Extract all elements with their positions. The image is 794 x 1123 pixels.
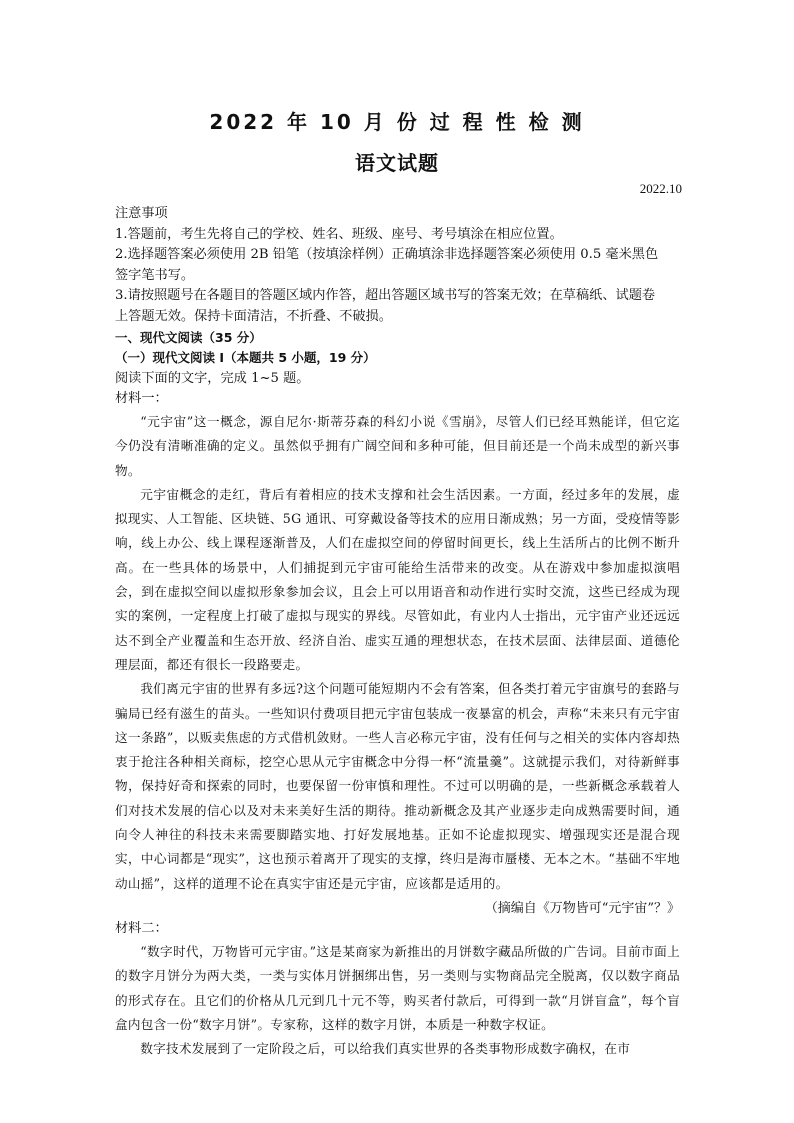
notes-heading: 注意事项 (115, 206, 168, 221)
material-1-paragraph-3: 我们离元宇宙的世界有多远?这个问题可能短期内不会有答案，但各类打着元宇宙旗号的套路与骗局已经有滋生的苗头。一些知识付费项目把元宇宙包装成一夜暴富的机会，声称“未来只有元宇宙这一条路”，以贩卖焦虑的方式借机敛财。一些人言必称元宇宙，没有任何与之相关的实体内容却热衷于抢注各种相关商标，挖空心思从元宇宙概念中分得一杯“流量羹”。这就提示我们，对待新鲜事物，保持好奇和探索的同时，也要保留一份审慎和理性。不过可以明确的是，一些新概念承载着人们对技术发展的信心以及对未来美好生活的期待。推动新概念及其产业逐步走向成熟需要时间，通向令人神往的科技未来需要脚踏实地、打好发展地基。正如不论虚拟现实、增强现实还是混合现实，中心词都是“现实”，这也预示着离开了现实的支撑，终归是海市蜃楼、无本之木。“基础不牢地动山摇”，这样的道理不论在真实宇宙还是元宇宙，应该都是适用的。 (115, 681, 680, 891)
note-item-3-line-1: 3.请按照题号在各题目的答题区域内作答，超出答题区域书写的答案无效；在草稿纸、试题卷 (115, 288, 656, 304)
material-1-label: 材料一： (115, 391, 168, 407)
material-1-paragraph-1: “元宇宙”这一概念，源自尼尔·斯蒂芬森的科幻小说《雪崩》，尽管人们已经耳熟能详，但它迄今仍没有清晰准确的定义。虽然似乎拥有广阔空间和多种可能，但目前还是一个尚未成型的新兴事物。 (115, 413, 680, 478)
sub-heading: （一）现代文阅读 I（本题共 5 小题，19 分） (115, 350, 376, 366)
note-item-2-line-2: 签字笔书写。 (115, 267, 195, 283)
material-2-label: 材料二： (115, 921, 168, 937)
part-heading: 一、现代文阅读（35 分） (115, 329, 262, 345)
note-item-3-line-2: 上答题无效。保持卡面清洁，不折叠、不破损。 (115, 308, 392, 324)
instruction: 阅读下面的文字，完成 1~5 题。 (115, 370, 310, 386)
material-2-paragraph-2: 数字技术发展到了一定阶段之后，可以给我们真实世界的各类事物形成数字确权，在市 (140, 1041, 631, 1057)
exam-subtitle: 语文试题 (355, 151, 439, 175)
note-item-2-line-1: 2.选择题答案必须使用 2B 铅笔（按填涂样例）正确填涂非选择题答案必须使用 0.5 毫米黑色 (115, 247, 659, 263)
material-1-source: （摘编自《万物皆可“元宇宙”？》 (484, 900, 680, 916)
exam-title: 2022 年 10 月 份 过 程 性 检 测 (209, 110, 585, 134)
material-2-paragraph-1: “数字时代，万物皆可元宇宙。”这是某商家为新推出的月饼数字藏品所做的广告词。目前市面上的数字月饼分为两大类，一类与实体月饼捆绑出售，另一类则与实物商品完全脱离，仅以数字商品的形式存在。且它们的价格从几元到几十元不等，购买者付款后，可得到一款“月饼盲盒”，每个盲盒内包含一份“数字月饼”。专家称，这样的数字月饼，本质是一种数字权证。 (115, 944, 680, 1032)
material-1-paragraph-2: 元宇宙概念的走红，背后有着相应的技术支撑和社会生活因素。一方面，经过多年的发展，虚拟现实、人工智能、区块链、5G 通讯、可穿戴设备等技术的应用日渐成熟；另一方面，受疫情等影响，线上办公、线上课程逐渐普及，人们在虚拟空间的停留时间更长，线上生活所占的比例不断升高。在一些具体的场景中，人们捕捉到元宇宙可能给生活带来的改变。从在游戏中参加虚拟演唱会，到在虚拟空间以虚拟形象参加会议，且会上可以用语音和动作进行实时交流，这些已经成为现实的案例，一定程度上打破了虚拟与现实的界线。尽管如此，有业内人士指出，元宇宙产业还远远达不到全产业覆盖和生态开放、经济自治、虚实互通的理想状态，在技术层面、法律层面、道德伦理层面，都还有很长一段路要走。 (115, 486, 680, 672)
note-item-1: 1.答题前，考生先将自己的学校、姓名、班级、座号、考号填涂在相应位置。 (115, 226, 563, 242)
exam-date: 2022.10 (639, 181, 682, 196)
exam-body (115, 204, 680, 1062)
